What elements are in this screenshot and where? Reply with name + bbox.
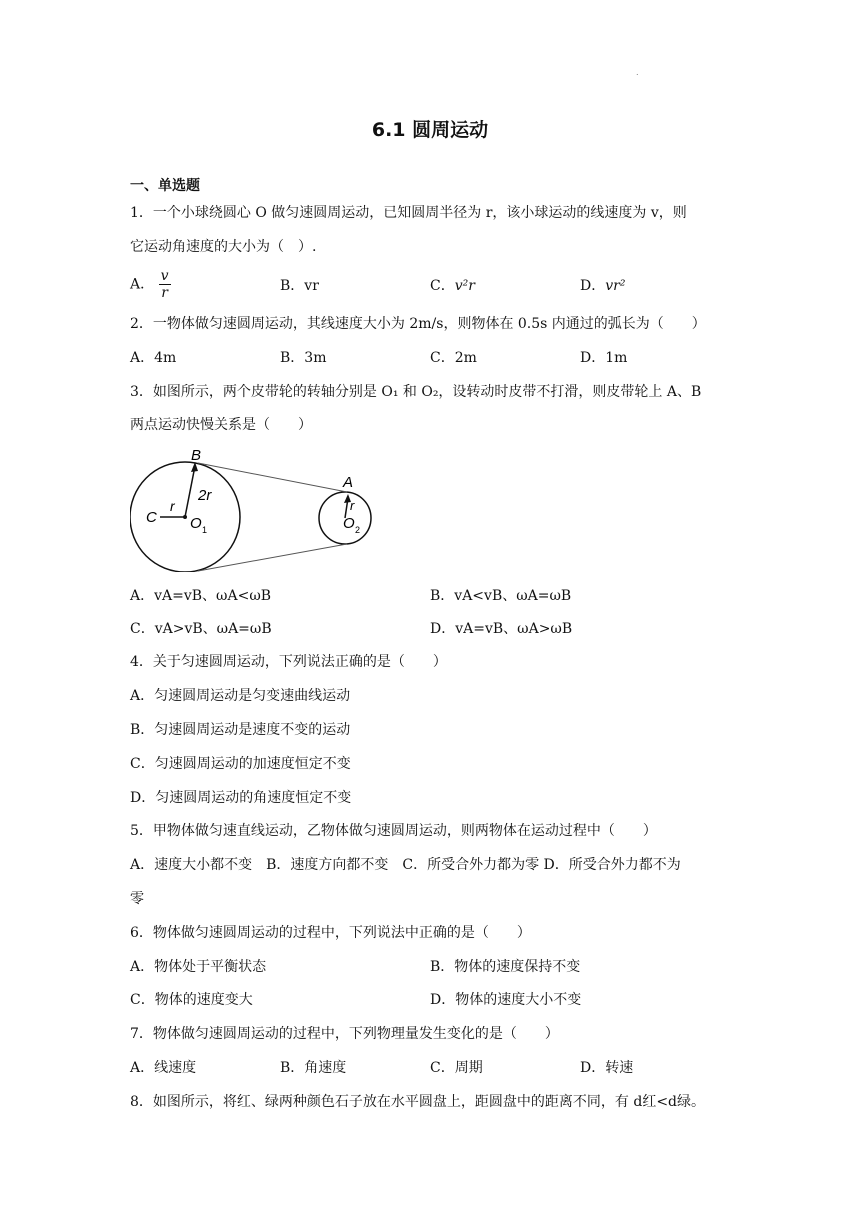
q7-option-c[interactable]: C．周期 [430,1060,483,1076]
label-o1: O [190,515,202,532]
q1-option-d[interactable] [580,276,625,296]
q1-option-d-expr: vr² [605,278,626,294]
q2-stem: 2．一物体做匀速圆周运动，其线速度大小为 2m/s，则物体在 0.5s 内通过的弧长为（ ） [130,316,706,332]
q4-stem: 4．关于匀速圆周运动，下列说法正确的是（ ） [130,654,447,670]
label-o2: O [343,515,355,532]
q1-option-c[interactable] [430,276,475,296]
q3-stem-line1: 3．如图所示，两个皮带轮的转轴分别是 O₁ 和 O₂，设转动时皮带不打滑，则皮带轮上 A、B [130,384,702,400]
center-o1 [183,515,187,519]
label-r2: r [350,498,355,513]
belt-bottom [198,544,347,571]
q2-option-b[interactable]: B．3m [280,350,327,366]
q6-option-a[interactable]: A．物体处于平衡状态 [130,959,267,975]
q8-stem: 8．如图所示，将红、绿两种颜色石子放在水平圆盘上，距圆盘中的距离不同，有 d红<d绿。 [130,1094,706,1110]
q4-option-b[interactable]: B．匀速圆周运动是速度不变的运动 [130,722,351,738]
label-o2-sub: 2 [355,525,361,535]
q3-option-d[interactable]: D．vA=vB、ωA>ωB [430,621,573,637]
q7-stem: 7．物体做匀速圆周运动的过程中，下列物理量发生变化的是（ ） [130,1026,559,1042]
q6-option-c[interactable]: C．物体的速度变大 [130,992,253,1008]
q1-option-d-label: D． [580,278,606,294]
q3-option-b[interactable]: B．vA<vB、ωA=ωB [430,588,572,604]
q3-option-c[interactable]: C．vA>vB、ωA=ωB [130,621,272,637]
q6-stem: 6．物体做匀速圆周运动的过程中，下列说法中正确的是（ ） [130,925,531,941]
label-b: B [191,447,202,464]
corner-dot: . [636,68,639,77]
q2-option-d[interactable]: D．1m [580,350,628,366]
q1-option-a[interactable] [130,268,171,301]
fraction-v-over-r [159,268,171,301]
q1-stem-line2: 它运动角速度的大小为（ ）. [130,239,317,255]
section-heading: 一、单选题 [130,178,200,194]
q4-option-c[interactable]: C．匀速圆周运动的加速度恒定不变 [130,756,351,772]
q7-option-d[interactable]: D．转速 [580,1060,634,1076]
q1-option-a-label: A． [130,276,155,293]
q7-option-b[interactable]: B．角速度 [280,1060,347,1076]
page-title: 6.1 圆周运动 [371,119,489,141]
label-o1-sub: 1 [202,525,208,535]
q2-option-a[interactable]: A．4m [130,350,177,366]
radius-2r-line [185,466,195,517]
q2-option-c[interactable]: C．2m [430,350,477,366]
label-a: A [343,474,354,491]
q5-options[interactable]: A．速度大小都不变 B．速度方向都不变 C．所受合外力都为零 D．所受合外力都不为 [130,857,681,873]
q6-option-b[interactable]: B．物体的速度保持不变 [430,959,581,975]
q4-option-a[interactable]: A．匀速圆周运动是匀变速曲线运动 [130,688,351,704]
q1-option-b[interactable]: B．vr [280,278,319,294]
q1-stem-line1: 1．一个小球绕圆心 O 做匀速圆周运动，已知圆周半径为 r，该小球运动的线速度为 v，则 [130,205,687,221]
label-r1: r [170,498,175,514]
q7-option-a[interactable]: A．线速度 [130,1060,197,1076]
fraction-numerator: v [160,268,169,284]
q1-option-c-label: C． [430,278,455,294]
q5-stem: 5．甲物体做匀速直线运动，乙物体做匀速圆周运动，则两物体在运动过程中（ ） [130,823,657,839]
q5-options-continued: 零 [130,891,144,907]
q3-option-a[interactable]: A．vA=vB、ωA<ωB [130,588,272,604]
fraction-denominator: r [161,285,168,301]
label-c: C [146,509,157,526]
q1-option-c-expr: v²r [454,278,475,294]
q3-stem-line2: 两点运动快慢关系是（ ） [130,417,312,433]
belt-top [198,463,347,492]
q6-option-d[interactable]: D．物体的速度大小不变 [430,992,582,1008]
belt-pulley-figure [130,444,375,572]
label-2r: 2r [198,487,212,504]
q4-option-d[interactable]: D．匀速圆周运动的角速度恒定不变 [130,790,352,806]
